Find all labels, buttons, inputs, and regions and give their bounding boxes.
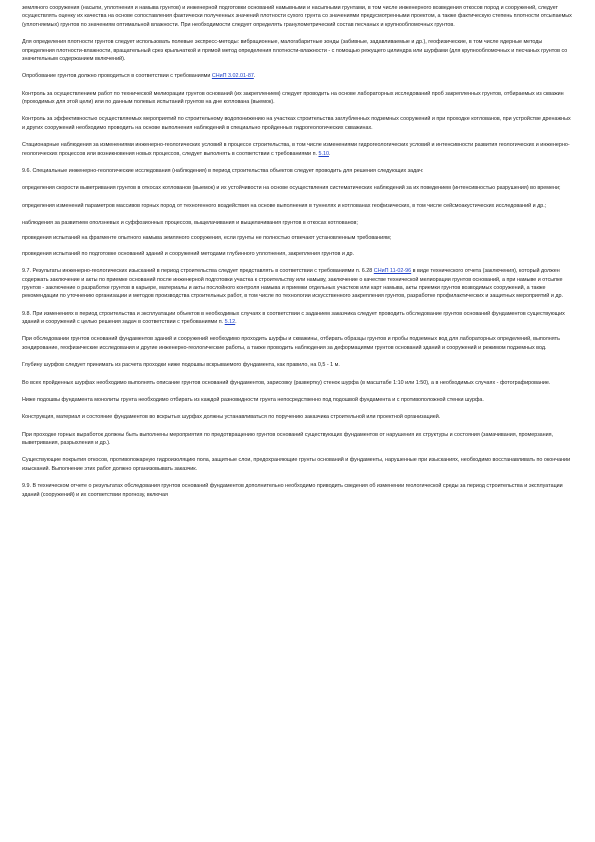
paragraph-text: 9.9. В техническом отчете о результатах обследования грунтов оснований фундаментов дополнительно необходимо приводить сведения об изменении геологической среды за период строительства и эксплуатации зданий (сооружений) и их соответствии прогнозу, включая (22, 483, 563, 498)
body-paragraph (22, 361, 573, 369)
body-paragraph (22, 202, 573, 210)
paragraph-text: Существующие покрытия откосов, противопожарную гидроизоляцию пола, защитные слои, предохраняющие грунты оснований и фундаменты, нарушенные при изысканиях, необходимо восстанавливать по окончании изысканий. Выполнение этих работ должно организовывать заказчик. (22, 457, 571, 472)
paragraph-text: 9.6. Специальные инженерно-геологические исследования (наблюдения) в период строительства объектов следует проводить для решения следующих задач: (22, 167, 424, 174)
body-paragraph (22, 482, 573, 499)
body-paragraph (22, 250, 573, 258)
paragraph-text: Для определения плотности грунтов следует использовать полевые экспресс-методы: вибрационные, малогабаритные зонды (забивные, задавливаемые и др.), геофизические, в том числе ядерные методы определения плотности-влажности, вращательный срез крыльчаткой и прямой метод определения плотности-влажности - с помощью режущего цилиндра или шурфами (для крупнообломочных и песчаных грунтов со значительным содержанием включений). (22, 39, 568, 62)
paragraph-text: 9.7. Результаты инженерно-геологических изысканий в период строительства следует представлять в соответствии с требованиями п. 6.28 (22, 268, 374, 275)
body-paragraph (22, 456, 573, 473)
paragraph-text: Опробование грунтов должно проводиться в соответствии с требованиями (22, 73, 212, 80)
paragraph-text: проведения испытаний на фрагменте опытного намыва земляного сооружения, если грунты не полностью отвечают установленным требованиям; (22, 235, 392, 242)
body-paragraph (22, 267, 573, 301)
paragraph-text: Конструкция, материал и состояние фундаментов во вскрытых шурфах должны устанавливаться по поручению заказчика строительной или проектной организацией. (22, 414, 441, 421)
body-paragraph (22, 431, 573, 448)
body-paragraph (22, 115, 573, 132)
body-paragraph (22, 396, 573, 404)
paragraph-text: Глубину шурфов следует принимать из расчета проходки ниже подошвы вскрываемого фундамента, как правило, на 0,5 - 1 м. (22, 362, 340, 369)
document-reference-link[interactable]: 5.10 (318, 150, 329, 157)
body-paragraph (22, 413, 573, 421)
paragraph-text: . (328, 150, 331, 157)
document-reference-link[interactable]: 5.12 (224, 319, 236, 325)
body-paragraph (22, 310, 573, 327)
body-paragraph (22, 379, 573, 387)
body-paragraph (22, 72, 573, 80)
paragraph-text: Контроль за эффективностью осуществляемых мероприятий по строительному водопонижению на участках строительства заглубленных подземных сооружений и при проходке котлованов, при устройстве дренажных и других сооружений необходимо проводить на основе выполнения наблюдений в специально пройденных гидрогеологических скважинах. (22, 116, 571, 131)
paragraph-text: Контроль за осуществлением работ по технической мелиорации грунтов оснований (их закреплением) следует проводить на основе лабораторных исследований проб закрепленных грунтов, отбираемых из скважин (проходимых для этой цели) или по данным полевых испытаний грунтов на дне котлована (выемок). (22, 90, 564, 105)
paragraph-text: При проходке горных выработок должны быть выполнены мероприятия по предотвращению грунтов оснований существующих фундаментов от нарушения их структуры и состояния (замачивания, промерзания, выветривания, разрыхления и др.). (22, 431, 554, 446)
body-paragraph (22, 167, 573, 175)
paragraph-text: 9.8. При изменениях в период строительства и эксплуатации объектов в необходимых случаях в соответствии с заданием заказчика следует проводить обследование грунтов оснований фундаментов существующих зданий и сооружений с целью решения задач в соответствии с требованиями п. (22, 310, 565, 325)
body-paragraph (22, 234, 573, 242)
paragraph-text: Ниже подошвы фундамента монолиты грунта необходимо отбирать из каждой разновидности грунта непосредственно под подошвой фундамента и с противоположной стенки шурфа. (22, 396, 484, 403)
paragraph-text: . (253, 73, 256, 80)
paragraph-text: Во всех пройденных шурфах необходимо выполнять описание грунтов оснований фундаментов, зарисовку (развертку) стенок шурфа (в масштабе 1:10 или 1:50), а в необходимых случаях - фотографирование. (22, 379, 551, 386)
body-paragraph (22, 219, 573, 227)
paragraph-text: Стационарные наблюдения за изменениями инженерно-геологических условий в процессе строительства, в том числе изменениями гидрогеологических условий и интенсивности развития геологических и инженерно-геологических процессов или возникновения новых процессов, следует выполнять в соответствии с требованиями п. (22, 142, 570, 157)
paragraph-text: . (235, 319, 237, 325)
paragraph-text: При обследовании грунтов оснований фундаментов зданий и сооружений необходимо проходить шурфы и скважины, отбирать образцы грунтов и пробы подземных вод для лабораторных определений, выполнять зондирование, геофизические исследования и другие инженерно-геологические работы, а также проводить наблюдения за деформациями грунтов оснований зданий и сооружений и режимом подземных вод. (22, 336, 560, 351)
paragraph-text: проведения испытаний по подготовке оснований зданий и сооружений методами глубинного уплотнения, закрепления грунтов и др. (22, 250, 354, 257)
paragraph-text: в виде технического отчета (заключения), который должен содержать заключение и акты по приемке оснований после инженерной подготовки участка к строительству или намыву, заключение о качестве технической мелиорации грунтов оснований, а при намыве и отсыпке грунтов - заключение о разработке грунтов в карьере, материалы и акты послойного контроля намыва и приемки отдельных участков или карт намыва, акты приемки грунтов возводимых сооружений, а также рекомендации по уточнению организации и методов производства строительных работ, в том числе по технологии искусственного закрепления грунтов, разработке профилактических и защитных мероприятий и др. (22, 268, 563, 300)
paragraph-text: определения скорости выветривания грунтов в откосах котлованов (выемок) и их устойчивости на основе осуществления систематических наблюдений за их поведением (интенсивностью разрушения) во времени; (22, 185, 561, 192)
paragraph-text: наблюдения за развитием оползневых и суффозионных процессов, выщелачивания и выщелачивания грунтов в откосах котлованов; (22, 220, 358, 226)
body-paragraph (22, 184, 573, 192)
document-reference-link[interactable]: СНиП 11-02-96 (373, 268, 412, 275)
body-paragraph (22, 4, 573, 29)
document-reference-link[interactable]: СНиП 3.02.01-87 (211, 73, 254, 80)
paragraph-text: земляного сооружения (насыпи, уплотнения и намыва грунтов) и инженерной подготовки оснований намывными и насыпными грунтами, в том числе инженерного возведения откосов пород и сооружений, следует осуществлять оценку их качества на основе сопоставления фактически полученных значений плотности сухого грунта со значениями предусмотренными проектом, а также фактическую степень плотности отсыпаемых (уплотняемых) грунтов по значениям оптимальной влажности. При необходимости следует определять гранулометрический состав песчаных и крупнообломочных грунтов. (22, 5, 572, 28)
body-paragraph (22, 90, 573, 107)
body-paragraph (22, 335, 573, 352)
body-paragraph (22, 38, 573, 63)
paragraph-text: определения изменений параметров массивов горных пород от техногенного воздействия на основе выполнения в туннелях и котлованах геофизических, в том числе сейсмоакустических исследований и др.; (22, 202, 547, 209)
body-paragraph (22, 141, 573, 158)
